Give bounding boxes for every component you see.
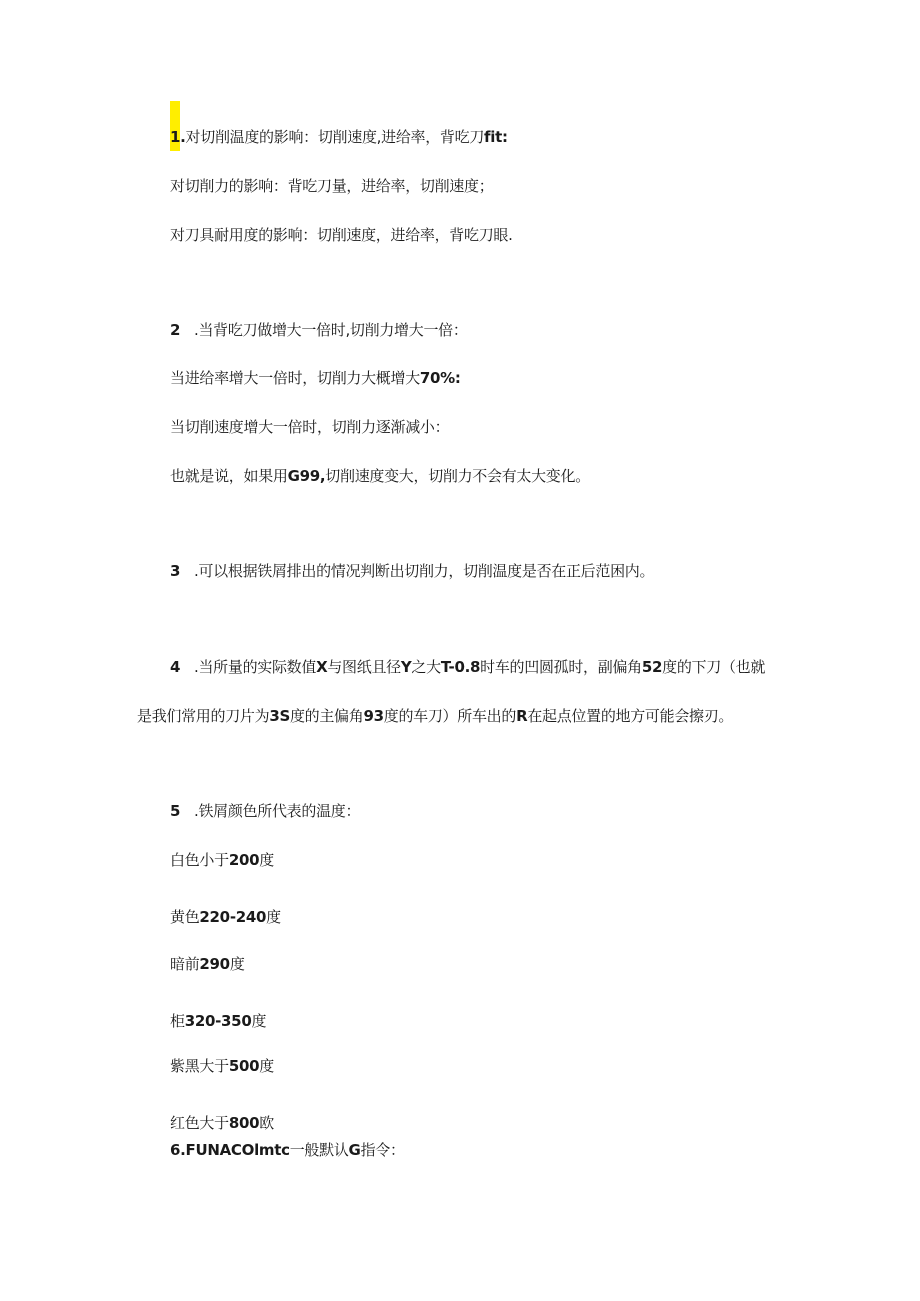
section-2-line-3: 当切削速度增大一倍时，切削力逐渐减小： bbox=[170, 418, 450, 436]
list-item-value: 800 bbox=[228, 1114, 260, 1132]
section-1-number: 1. bbox=[170, 128, 186, 146]
section-4-text-1c: 与图纸且径 bbox=[327, 658, 401, 676]
list-item-value: 500 bbox=[228, 1057, 260, 1075]
section-4-text-1d: Y bbox=[400, 658, 412, 676]
section-3-text-1: .可以根据铁屑排出的情况判断出切削力，切削温度是否在正后范困内。 bbox=[194, 562, 655, 580]
list-item-value: 320-350 bbox=[184, 1012, 252, 1030]
section-4-number: 4 bbox=[170, 658, 181, 676]
section-6-text-1b: 一般默认 bbox=[289, 1141, 349, 1159]
section-6-text-1c: G bbox=[348, 1141, 361, 1159]
section-4-text-2g: 在起点位置的地方可能会擦刃。 bbox=[527, 707, 734, 725]
list-item-label: 白色小于 bbox=[170, 851, 229, 869]
section-4-text-2e: 度的车刀）所车出的 bbox=[383, 707, 517, 725]
list-item-label: 柜 bbox=[170, 1012, 185, 1030]
list-item-unit: 欧 bbox=[259, 1114, 274, 1132]
section-1-line-1 bbox=[170, 127, 508, 147]
list-item-value: 200 bbox=[228, 851, 260, 869]
section-4-text-1i: 度的下刀（也就 bbox=[662, 658, 766, 676]
list-item-label: 红色大于 bbox=[170, 1114, 229, 1132]
section-4-text-2d: 93 bbox=[363, 707, 384, 725]
section-6-text-1d: 指令： bbox=[360, 1141, 405, 1159]
section-4-text-1e: 之大 bbox=[411, 658, 441, 676]
section-2-text-4a: 也就是说，如果用 bbox=[170, 467, 288, 485]
section-1-line-3: 对刀具耐用度的影响：切削速度，进给率，背吃刀眼. bbox=[170, 226, 513, 244]
section-4-text-1g: 时车的凹圆孤时，副偏角 bbox=[480, 658, 642, 676]
list-item bbox=[170, 850, 274, 870]
list-item-unit: 度 bbox=[259, 851, 274, 869]
section-2-text-4c: 切削速度变大，切削力不会有太大变化。 bbox=[325, 467, 590, 485]
list-item bbox=[170, 1056, 274, 1076]
section-5-line-1 bbox=[170, 801, 360, 821]
section-3-number: 3 bbox=[170, 562, 181, 580]
list-item-label: 紫黑大于 bbox=[170, 1057, 229, 1075]
list-item-value: 220-240 bbox=[199, 908, 267, 926]
list-item bbox=[170, 1011, 266, 1031]
list-item-label: 黄色 bbox=[170, 908, 200, 926]
list-item bbox=[170, 1113, 274, 1133]
section-4-text-1f: T-0.8 bbox=[440, 658, 481, 676]
section-1-line-2: 对切削力的影响：背吃刀量，进给率，切削速度； bbox=[170, 177, 494, 195]
section-6-line-1 bbox=[170, 1140, 405, 1160]
section-6-text-1a: 6.FUNACOlmtc bbox=[170, 1141, 290, 1159]
section-4-text-1b: X bbox=[316, 658, 328, 676]
list-item-unit: 度 bbox=[251, 1012, 267, 1030]
list-item-value: 290 bbox=[199, 955, 230, 973]
section-2-text-2b: 70%: bbox=[419, 369, 461, 387]
section-2-text-2a: 当进给率增大一倍时，切削力大概增大 bbox=[170, 369, 420, 387]
section-4-text-1h: 52 bbox=[641, 658, 663, 676]
list-item-unit: 度 bbox=[259, 1057, 274, 1075]
list-item-unit: 度 bbox=[266, 908, 281, 926]
section-4-line-2 bbox=[137, 706, 733, 726]
section-2-text-1: .当背吃刀做增大一倍时,切削力增大一倍： bbox=[194, 321, 468, 339]
section-4-text-1a: .当所量的实际数值 bbox=[194, 658, 317, 676]
section-2-line-1 bbox=[170, 320, 468, 340]
section-4-text-2c: 度的主偏角 bbox=[289, 707, 364, 725]
list-item bbox=[170, 954, 245, 974]
list-item-label: 暗前 bbox=[170, 955, 200, 973]
section-1-text-1: 对切削温度的影响：切削速度,进给率，背吃刀 bbox=[185, 128, 485, 146]
list-item-unit: 度 bbox=[229, 955, 245, 973]
list-item bbox=[170, 907, 281, 927]
section-5-text-1: .铁屑颜色所代表的温度： bbox=[194, 802, 361, 820]
section-2-line-4 bbox=[170, 466, 590, 486]
section-4-text-2b: 3S bbox=[269, 707, 290, 725]
section-2-line-2 bbox=[170, 368, 461, 388]
section-4-text-2a: 是我们常用的刀片为 bbox=[137, 707, 270, 725]
section-3-line-1 bbox=[170, 561, 654, 581]
section-1-text-1-tail: fit: bbox=[484, 128, 508, 146]
section-4-line-1 bbox=[170, 657, 765, 677]
section-5-number: 5 bbox=[170, 802, 181, 820]
section-4-text-2f: R bbox=[516, 707, 528, 725]
section-2-number: 2 bbox=[170, 321, 181, 339]
section-2-text-4b: G99, bbox=[287, 467, 326, 485]
